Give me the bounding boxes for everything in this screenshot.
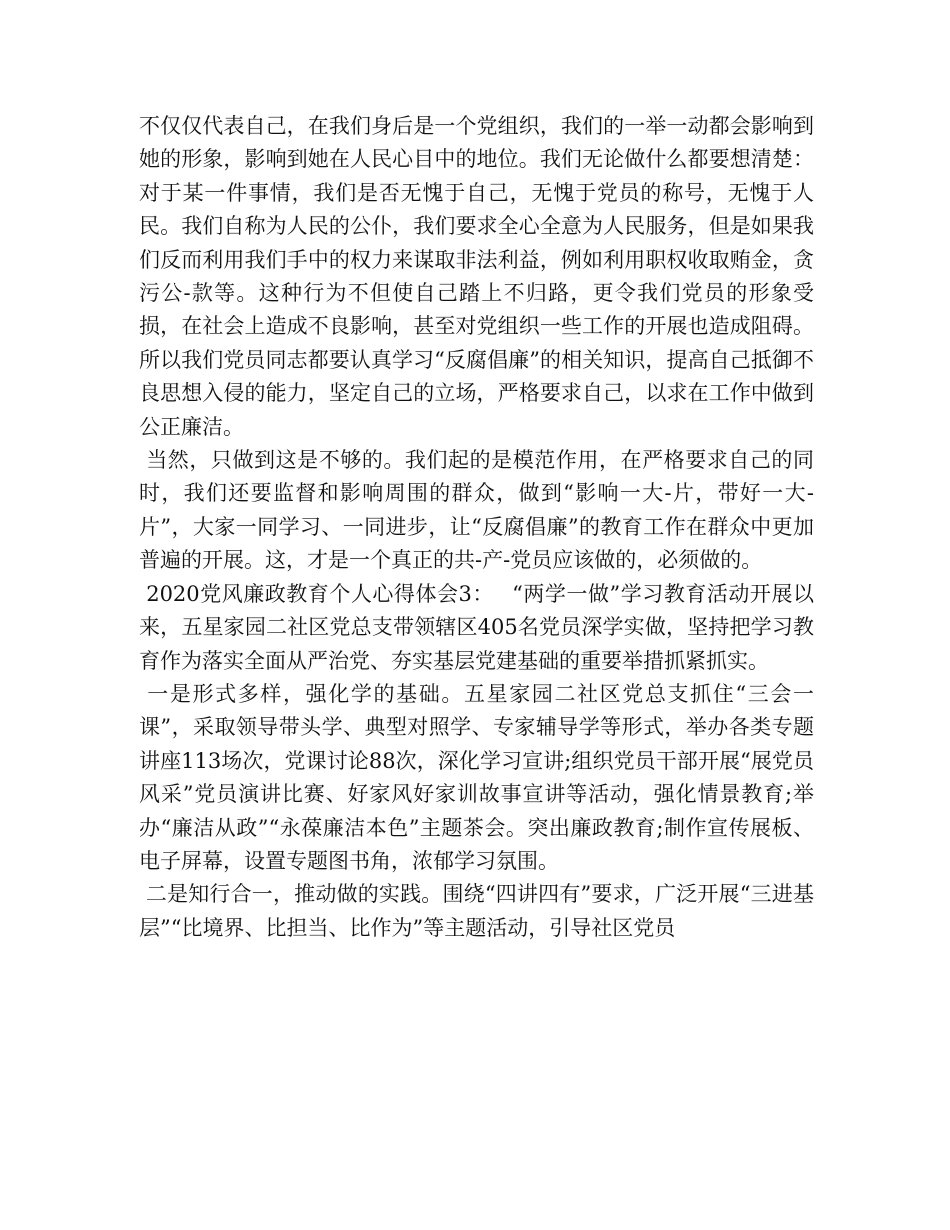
paragraph-4: 一是形式多样，强化学的基础。五星家园二社区党总支抓住“三会一课”，采取领导带头学、典型对照学、专家辅导学等形式，举办各类专题讲座113场次，党课讨论88次，深化学习宣讲;组织党员干部开展“展党员风采”党员演讲比赛、好家风好家训故事宣讲等活动，强化情景教育;举办“廉洁从政”“永葆廉洁本色”主题茶会。突出廉政教育;制作宣传展板、电子屏幕，设置专题图书角，浓郁学习氛围。 — [139, 681, 814, 873]
paragraph-1: 不仅仅代表自己，在我们身后是一个党组织，我们的一举一动都会影响到她的形象，影响到她在人民心目中的地位。我们无论做什么都要想清楚：对于某一件事情，我们是否无愧于自己，无愧于党员的称号，无愧于人民。我们自称为人民的公仆，我们要求全心全意为人民服务，但是如果我们反而利用我们手中的权力来谋取非法利益，例如利用职权收取贿金，贪污公-款等。这种行为不但使自己踏上不归路，更令我们党员的形象受损，在社会上造成不良影响，甚至对党组织一些工作的开展也造成阻碍。所以我们党员同志都要认真学习“反腐倡廉”的相关知识，提高自己抵御不良思想入侵的能力，坚定自己的立场，严格要求自己，以求在工作中做到公正廉洁。 — [139, 114, 814, 439]
paragraph-5: 二是知行合一，推动做的实践。围绕“四讲四有”要求，广泛开展“三进基层”“比境界、比担当、比作为”等主题活动，引导社区党员 — [139, 882, 814, 940]
paragraph-2: 当然，只做到这是不够的。我们起的是模范作用，在严格要求自己的同时，我们还要监督和影响周围的群众，做到“影响一大-片，带好一大-片”，大家一同学习、一同进步，让“反腐倡廉”的教育工作在群众中更加普遍的开展。这，才是一个真正的共-产-党员应该做的，必须做的。 — [139, 448, 814, 573]
paragraph-3: 2020党风廉政教育个人心得体会3： “两学一做”学习教育活动开展以来，五星家园二社区党总支带领辖区405名党员深学实做，坚持把学习教育作为落实全面从严治党、夯实基层党建基础的重要举措抓紧抓实。 — [139, 581, 814, 673]
document-body — [139, 110, 814, 945]
